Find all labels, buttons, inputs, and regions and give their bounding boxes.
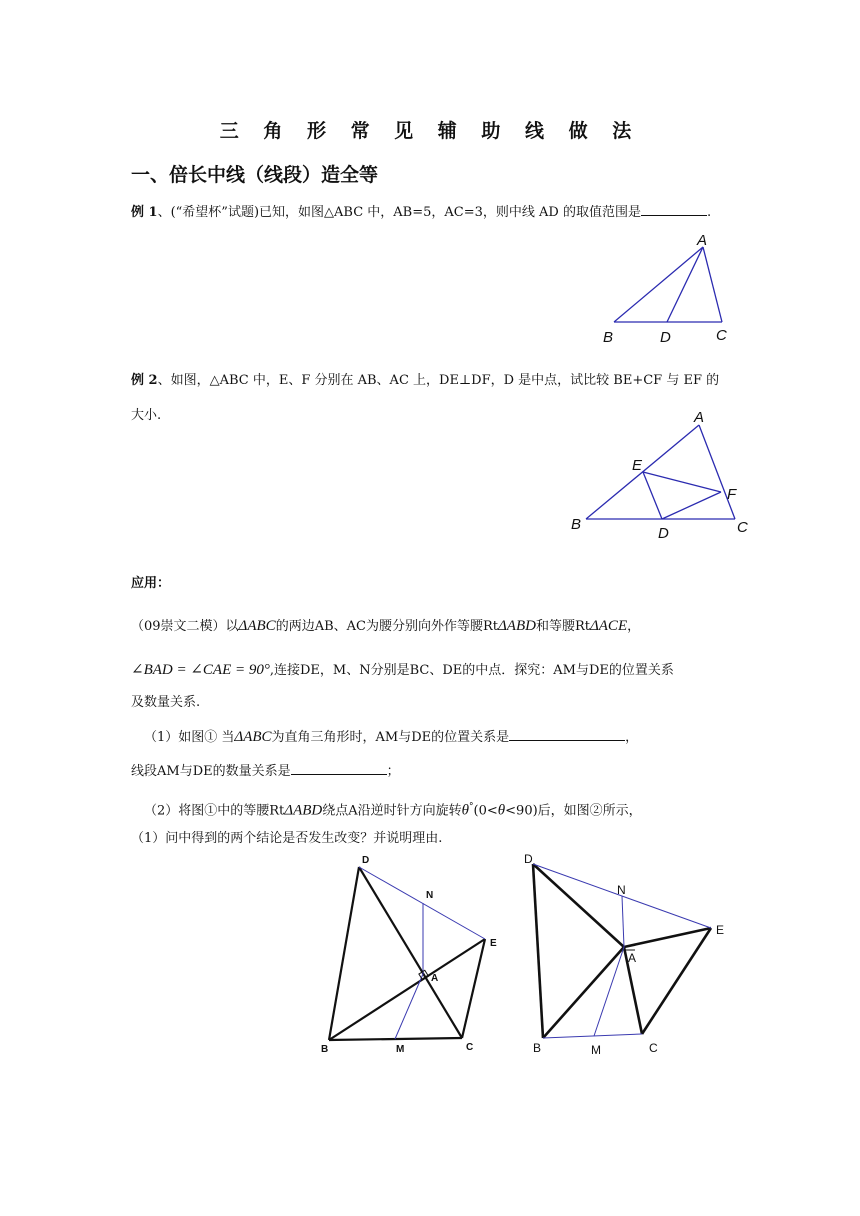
point-label-e: E [490, 938, 497, 949]
question-1-line2 [131, 761, 400, 782]
point-label-m: M [396, 1044, 405, 1055]
point-label-b: B [603, 329, 614, 346]
math-angle-equation: ∠BAD = ∠CAE = 90° [131, 662, 270, 678]
text-run: ； [386, 764, 400, 779]
point-label-c: C [716, 327, 727, 344]
segment-da [533, 864, 624, 947]
section-heading: 一、倍长中线（线段）造全等 [131, 164, 379, 186]
segment-dc [359, 867, 462, 1038]
segment-ec [642, 928, 711, 1034]
example-1-end: . [706, 205, 712, 220]
point-label-e: E [632, 457, 643, 474]
segment-ba [543, 947, 624, 1038]
segment-ac [703, 247, 722, 322]
point-label-b: B [533, 1041, 542, 1055]
figure-1-right-triangle [312, 852, 512, 1062]
segment-am [395, 974, 423, 1039]
example-1-text: 、(“希望杯”试题)已知，如图△ABC 中，AB=5，AC=3，则中线 AD 的取值范围是 [157, 205, 641, 220]
segment-db [533, 864, 543, 1038]
point-label-c: C [466, 1042, 474, 1053]
point-label-e: E [716, 923, 725, 937]
point-label-b: B [571, 516, 582, 533]
segment-ad [667, 247, 703, 322]
text-run: （2）将图①中的等腰Rt [144, 803, 285, 819]
application-line2 [131, 660, 674, 681]
text-run: 和等腰Rt [535, 619, 590, 634]
example-2-line2: 大小. [131, 408, 162, 423]
question-1 [144, 727, 638, 748]
point-label-a: A [697, 232, 708, 249]
text-run: <90)后，如图②所示， [505, 803, 642, 819]
point-label-d: D [524, 852, 533, 866]
math-triangle-abd: ΔABD [497, 618, 536, 634]
point-label-c: C [649, 1041, 658, 1055]
figure-2-rotated [514, 848, 736, 1060]
question-2-line2: （1）问中得到的两个结论是否发生改变？并说明理由. [131, 831, 443, 846]
segment-ab [586, 425, 699, 519]
degree-sign: ° [469, 802, 474, 812]
segment-de [359, 867, 485, 939]
text-run: （1）如图① 当 [144, 730, 235, 745]
text-run: ， [627, 619, 641, 634]
point-label-c: C [737, 519, 748, 536]
answer-blank [509, 727, 625, 741]
point-label-f: F [727, 486, 737, 503]
page-title: 三 角 形 常 见 辅 助 线 做 法 [219, 120, 641, 142]
segment-am [594, 947, 624, 1036]
point-label-a: A [628, 951, 637, 965]
segment-ed [643, 472, 662, 519]
text-run: 为直角三角形时，AM与DE的位置关系是 [271, 730, 510, 745]
application-line3: 及数量关系. [131, 695, 201, 710]
application-heading: 应用： [131, 576, 171, 591]
text-run: ， [625, 730, 639, 745]
point-label-a: A [431, 973, 439, 984]
figure-triangle-median [596, 230, 736, 350]
math-theta: θ [497, 802, 506, 819]
segment-ef [643, 472, 721, 492]
math-triangle-ace: ΔACE [589, 618, 628, 634]
answer-blank [291, 761, 387, 775]
answer-blank [641, 202, 707, 216]
point-label-a: A [694, 409, 705, 426]
figure-triangle-perpendicular [566, 404, 756, 546]
point-label-d: D [660, 329, 671, 346]
segment-ae [624, 928, 711, 947]
math-triangle-abd: ΔABD [284, 802, 323, 819]
point-label-b: B [321, 1044, 329, 1055]
segment-be [329, 939, 485, 1040]
text-run: 的两边AB、AC为腰分别向外作等腰Rt [275, 619, 498, 634]
example-2-label: 例 2 [131, 373, 158, 388]
segment-ab [614, 247, 703, 322]
point-label-m: M [591, 1043, 601, 1057]
text-run: 线段AM与DE的数量关系是 [131, 764, 291, 779]
application-line1 [131, 616, 640, 637]
segment-db [329, 867, 359, 1040]
example-2 [131, 371, 719, 391]
point-label-n: N [426, 890, 434, 901]
segment-ac [699, 425, 735, 519]
text-run: （09崇文二模）以 [131, 619, 239, 634]
point-label-d: D [658, 525, 669, 542]
point-label-n: N [617, 883, 626, 897]
example-2-text: 、如图，△ABC 中，E、F 分别在 AB、AC 上，DE⊥DF，D 是中点，试比较 BE+CF 与 EF 的 [157, 373, 720, 388]
example-1 [131, 202, 711, 223]
math-triangle-abc: ΔABC [238, 618, 276, 634]
segment-ec [462, 939, 485, 1038]
text-run: ,连接DE，M、N分别是BC、DE的中点．探究：AM与DE的位置关系 [269, 663, 674, 678]
segment-df [662, 492, 721, 519]
segment-na [622, 896, 624, 947]
point-label-d: D [362, 855, 370, 866]
text-run: 绕点A沿逆时针方向旋转 [322, 803, 462, 819]
question-2 [144, 797, 642, 821]
math-theta: θ [461, 802, 470, 819]
math-triangle-abc: ΔABC [234, 729, 272, 745]
example-1-label: 例 1 [131, 205, 158, 220]
text-run: (0< [473, 803, 498, 819]
segment-bc [543, 1034, 642, 1038]
